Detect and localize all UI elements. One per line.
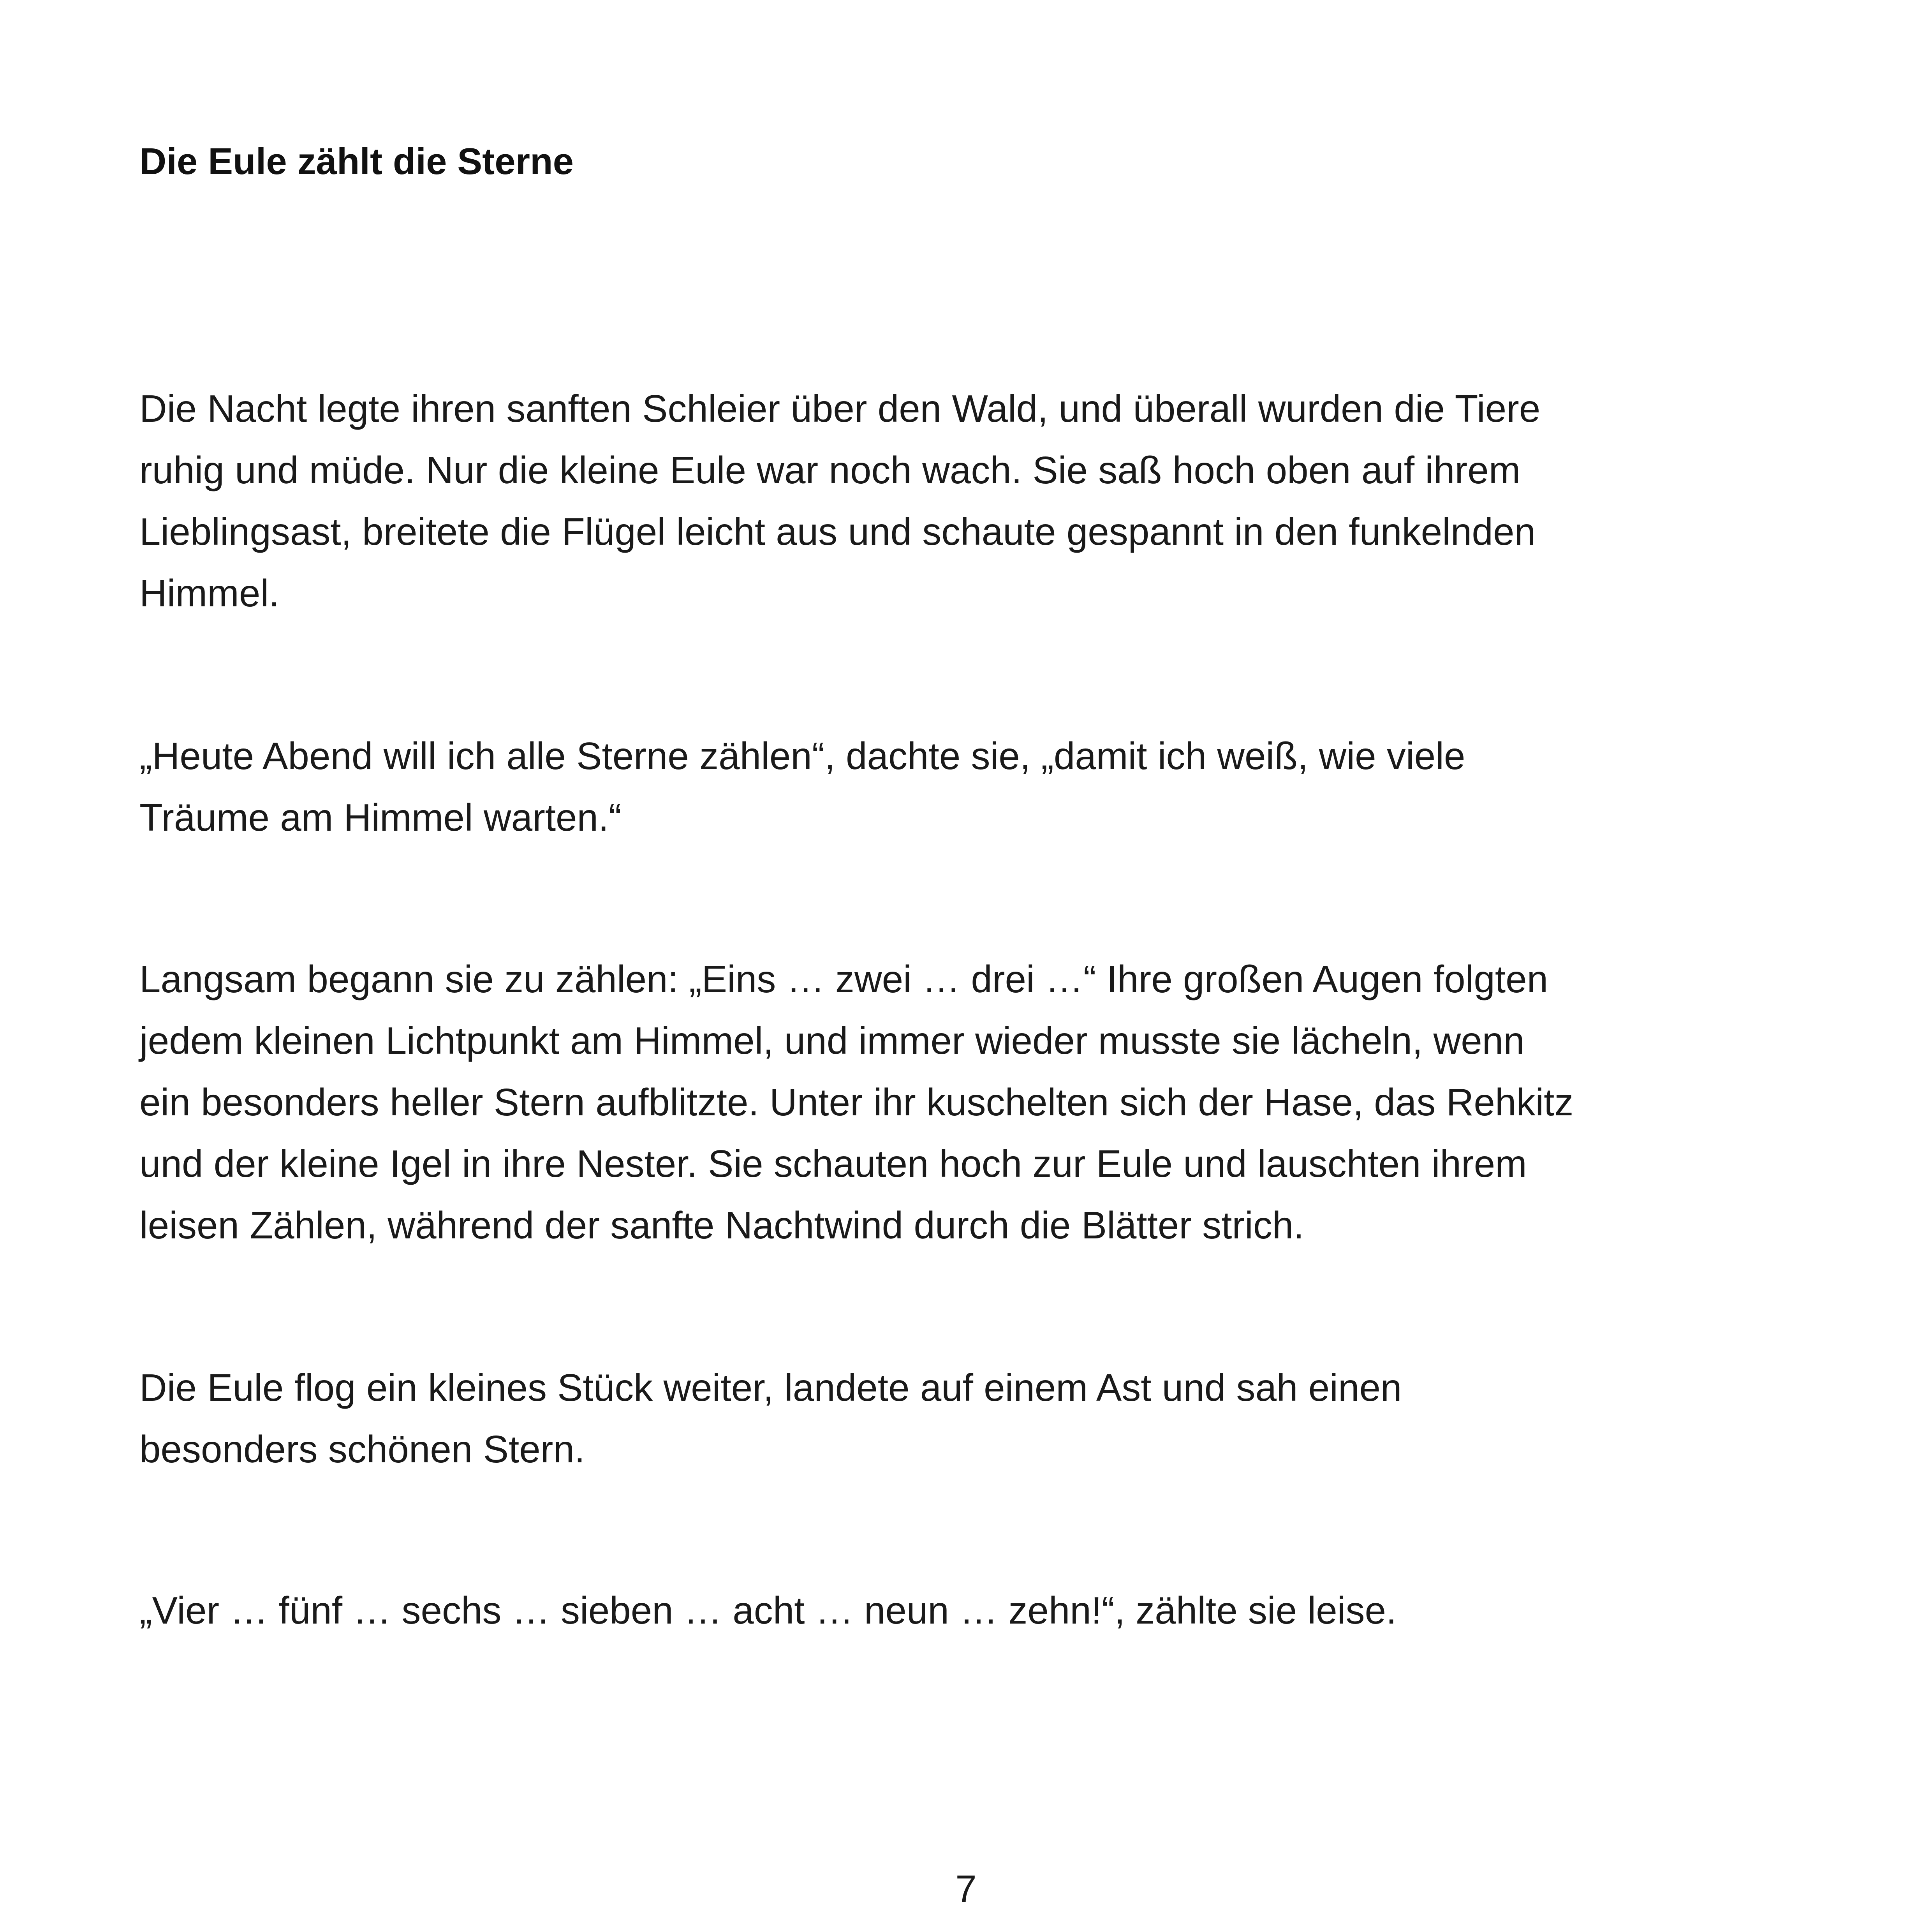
text-line: und der kleine Igel in ihre Nester. Sie schauten hoch zur Eule und lauschten ihrem [139,1142,1527,1185]
text-line: Träume am Himmel warten.“ [139,796,622,839]
text-line: Himmel. [139,572,280,615]
text-line: leisen Zählen, während der sanfte Nachtwind durch die Blätter strich. [139,1204,1304,1247]
paragraph-1 [139,378,1814,624]
paragraph-5 [139,1580,1814,1641]
text-line: ein besonders heller Stern aufblitzte. Unter ihr kuschelten sich der Hase, das Rehkitz [139,1081,1574,1124]
text-line: ruhig und müde. Nur die kleine Eule war noch wach. Sie saß hoch oben auf ihrem [139,449,1521,491]
text-line: „Heute Abend will ich alle Sterne zählen“, dachte sie, „damit ich weiß, wie viele [139,734,1465,777]
book-page [139,0,1814,1932]
page-number: 7 [955,1867,977,1910]
text-line: Die Nacht legte ihren sanften Schleier über den Wald, und überall wurden die Tiere [139,387,1541,430]
text-line: Langsam begann sie zu zählen: „Eins … zwei … drei …“ Ihre großen Augen folgten [139,958,1548,1000]
text-line: „Vier … fünf … sechs … sieben … acht … neun … zehn!“, zählte sie leise. [139,1589,1397,1632]
paragraph-4 [139,1357,1814,1480]
text-line: besonders schönen Stern. [139,1428,585,1471]
text-line: Lieblingsast, breitete die Flügel leicht aus und schaute gespannt in den funkelnden [139,510,1536,553]
text-line: Die Eule flog ein kleines Stück weiter, landete auf einem Ast und sah einen [139,1366,1402,1409]
paragraph-3 [139,948,1814,1256]
page-title: Die Eule zählt die Sterne [139,141,574,182]
paragraph-2 [139,725,1814,848]
text-line: jedem kleinen Lichtpunkt am Himmel, und immer wieder musste sie lächeln, wenn [139,1019,1525,1062]
